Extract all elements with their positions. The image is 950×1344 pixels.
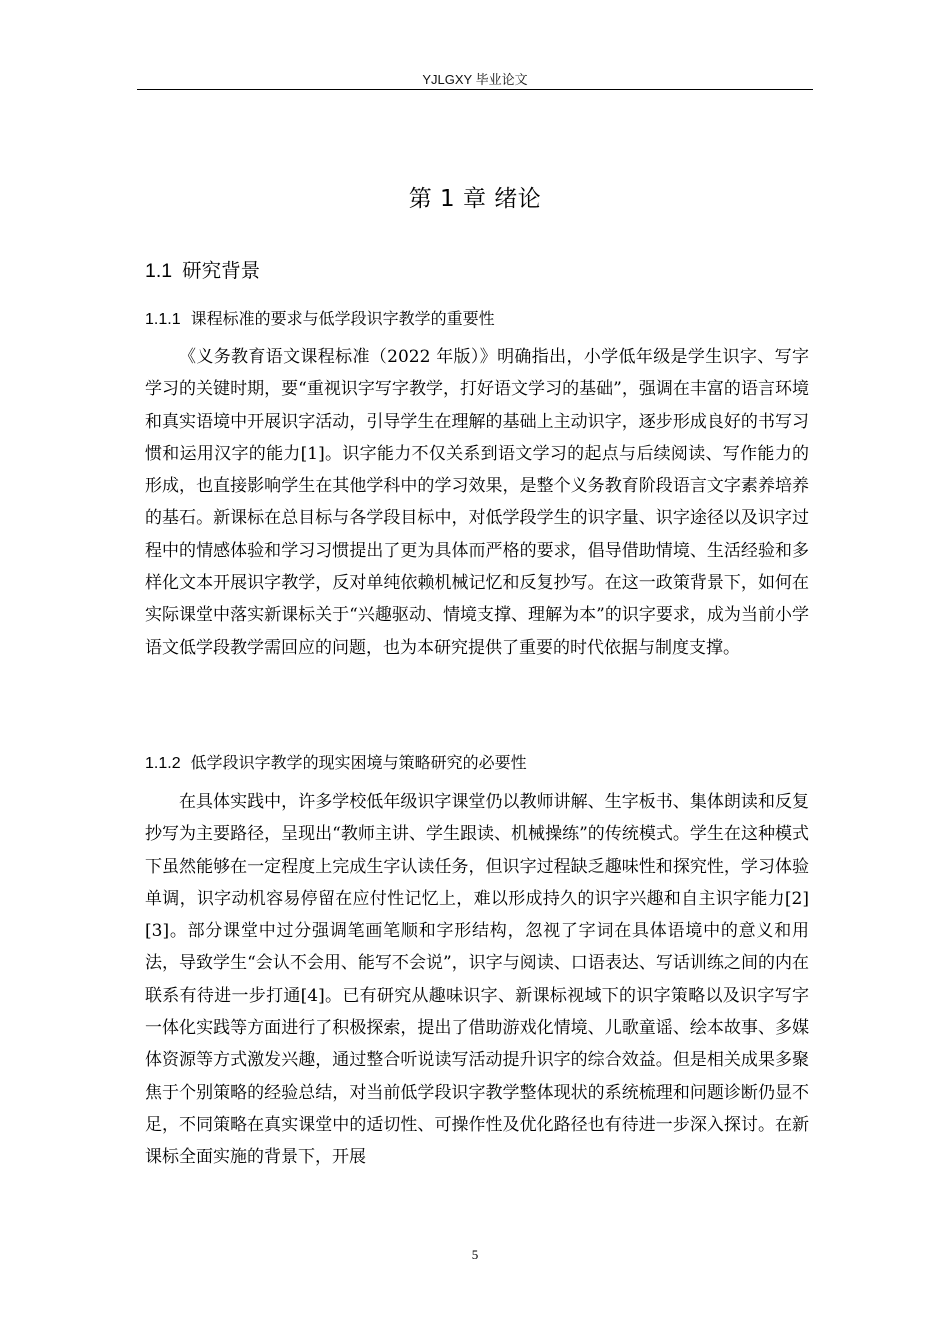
subsection-number: 1.1.1 <box>145 311 181 328</box>
section-heading-1-1 <box>145 255 260 283</box>
subsection-number: 1.1.2 <box>145 755 181 772</box>
subsection-heading-1-1-1 <box>145 306 495 329</box>
subsection-title: 课程标准的要求与低学段识字教学的重要性 <box>190 309 495 328</box>
section-title: 研究背景 <box>182 259 261 282</box>
body-paragraph-2: 在具体实践中，许多学校低年级识字课堂仍以教师讲解、生字板书、集体朗读和反复抄写为主要路径，呈现出“教师主讲、学生跟读、机械操练”的传统模式。学生在这种模式下虽然能够在一定程度上完成生字认读任务，但识字过程缺乏趣味性和探究性，学习体验单调，识字动机容易停留在应付性记忆上，难以形成持久的识字兴趣和自主识字能力[2][3]。部分课堂中过分强调笔画笔顺和字形结构，忽视了字词在具体语境中的意义和用法，导致学生“会认不会用、能写不会说”，识字与阅读、口语表达、写话训练之间的内在联系有待进一步打通[4]。已有研究从趣味识字、新课标视域下的识字策略以及识字写字一体化实践等方面进行了积极探索，提出了借助游戏化情境、儿歌童谣、绘本故事、多媒体资源等方式激发兴趣，通过整合听说读写活动提升识字的综合效益。但是相关成果多聚焦于个别策略的经验总结，对当前低学段识字教学整体现状的系统梳理和问题诊断仍显不足，不同策略在真实课堂中的适切性、可操作性及优化路径也有待进一步深入探讨。在新课标全面实施的背景下，开展 <box>145 792 809 1168</box>
header-rule <box>137 89 813 90</box>
subsection-heading-1-1-2 <box>145 750 527 773</box>
section-number: 1.1 <box>145 260 173 282</box>
page-header: YJLGXY 毕业论文 <box>422 72 528 87</box>
body-paragraph-1: 《义务教育语文课程标准（2022 年版）》明确指出，小学低年级是学生识字、写字学习的关键时期，要“重视识字写字教学，打好语文学习的基础”，强调在丰富的语言环境和真实语境中开展识字活动，引导学生在理解的基础上主动识字，逐步形成良好的书写习惯和运用汉字的能力[1]。识字能力不仅关系到语文学习的起点与后续阅读、写作能力的形成，也直接影响学生在其他学科中的学习效果，是整个义务教育阶段语言文字素养培养的基石。新课标在总目标与各学段目标中，对低学段学生的识字量、识字途径以及识字过程中的情感体验和学习习惯提出了更为具体而严格的要求，倡导借助情境、生活经验和多样化文本开展识字教学，反对单纯依赖机械记忆和反复抄写。在这一政策背景下，如何在实际课堂中落实新课标关于“兴趣驱动、情境支撑、理解为本”的识字要求，成为当前小学语文低学段教学需回应的问题，也为本研究提供了重要的时代依据与制度支撑。 <box>145 347 809 658</box>
chapter-title: 第 1 章 绪论 <box>408 186 542 212</box>
subsection-title: 低学段识字教学的现实困境与策略研究的必要性 <box>190 753 527 772</box>
page-number: 5 <box>471 1247 479 1262</box>
